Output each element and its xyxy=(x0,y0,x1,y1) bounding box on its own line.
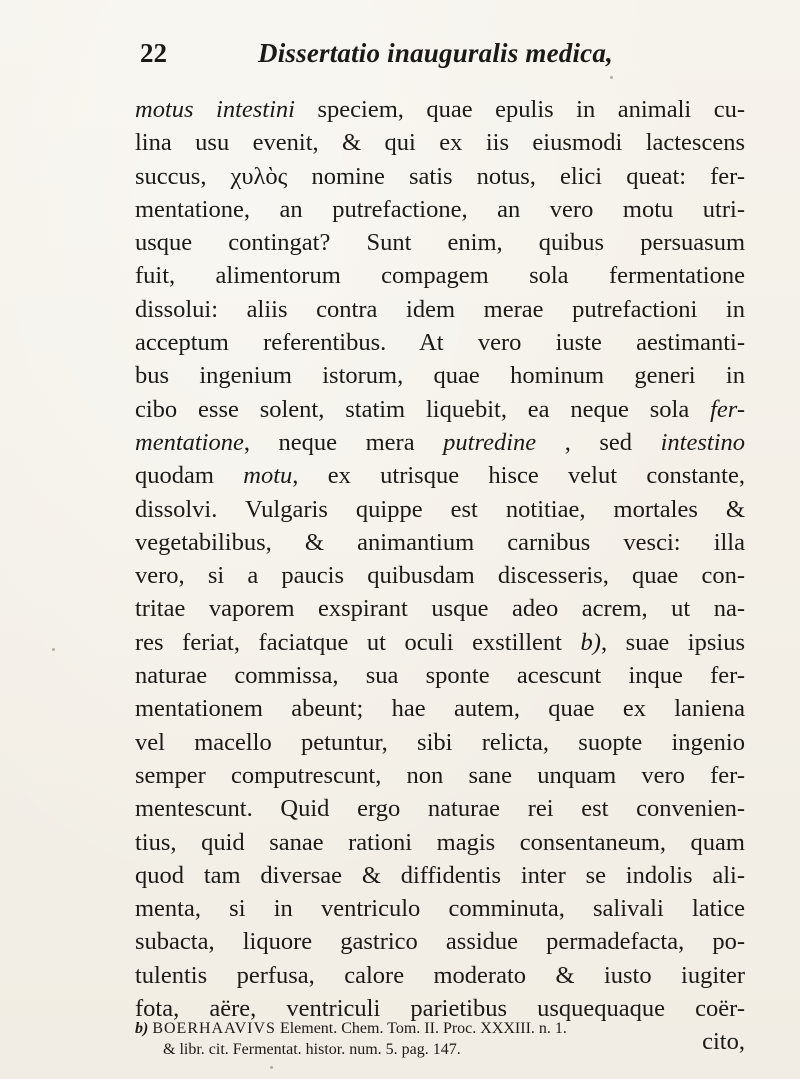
text-run: acceptum referentibus. At vero iuste aestimanti- xyxy=(135,329,745,357)
text-line xyxy=(135,692,745,725)
text-run: , suae ipsius xyxy=(600,628,745,656)
italic-text: motus intestini xyxy=(135,96,295,123)
italic-text: putredine xyxy=(443,428,537,456)
text-line xyxy=(135,126,745,159)
paper-speck xyxy=(270,1066,273,1069)
text-run: tulentis perfusa, calore moderato & iusto iugiter xyxy=(135,961,745,989)
body-text xyxy=(135,93,745,1059)
text-run: mentatione, an putrefactione, an vero motu utri- xyxy=(135,195,745,223)
text-run: , sed xyxy=(536,428,661,456)
paper-speck xyxy=(52,648,55,651)
text-run: dissolvi. Vulgaris quippe est notitiae, mortales & xyxy=(135,495,745,523)
text-run: tius, quid sanae rationi magis consentaneum, quam xyxy=(135,828,745,856)
text-line xyxy=(135,93,745,126)
text-run: vegetabilibus, & animantium carnibus vesci: illa xyxy=(135,528,745,556)
text-line xyxy=(135,259,745,292)
text-line xyxy=(135,726,745,759)
text-run: mentationem abeunt; hae autem, quae ex laniena xyxy=(135,695,745,723)
text-line xyxy=(135,626,745,659)
text-line xyxy=(135,659,745,692)
text-run: semper computrescunt, non sane unquam vero fer- xyxy=(135,761,745,789)
text-line xyxy=(135,426,745,459)
text-run: , ex utrisque hisce velut constante, xyxy=(292,462,745,490)
text-run: quodam xyxy=(135,462,244,490)
text-line xyxy=(135,759,745,792)
italic-text: fer- xyxy=(710,395,745,423)
text-run: vero, si a paucis quibusdam discesseris, quae con- xyxy=(135,562,745,590)
footnote-line-1 xyxy=(135,1018,745,1039)
text-run: cito, xyxy=(702,1028,745,1056)
running-title: Dissertatio inauguralis medica, xyxy=(258,38,613,68)
text-line xyxy=(135,359,745,392)
footnote-line-2: & libr. cit. Fermentat. histor. num. 5. pag. 147. xyxy=(163,1041,461,1058)
text-line xyxy=(135,526,745,559)
footnote-citation: Element. Chem. Tom. II. Proc. XXXIII. n. 1. xyxy=(275,1020,567,1037)
text-line xyxy=(135,792,745,825)
text-line xyxy=(135,925,745,958)
text-run: quod tam diversae & diffidentis inter se indolis ali- xyxy=(135,861,745,889)
text-line xyxy=(135,859,745,892)
text-line xyxy=(135,459,745,492)
italic-text: motu xyxy=(243,462,293,490)
text-run: menta, si in ventriculo comminuta, salivali latice xyxy=(135,895,745,923)
text-run: usque contingat? Sunt enim, quibus persuasum xyxy=(135,229,745,257)
page-number: 22 xyxy=(140,38,167,68)
text-run: lina usu evenit, & qui ex iis eiusmodi lactescens xyxy=(135,129,745,157)
text-line xyxy=(135,493,745,526)
text-run: cibo esse solent, statim liquebit, ea neque sola xyxy=(135,395,711,423)
text-line xyxy=(135,826,745,859)
text-line xyxy=(135,226,745,259)
text-line xyxy=(135,592,745,625)
paper-speck xyxy=(610,76,613,79)
text-line xyxy=(135,393,745,426)
page-header xyxy=(140,38,740,78)
text-line xyxy=(135,160,745,193)
italic-text: mentatione xyxy=(135,428,244,456)
text-run: , neque mera xyxy=(243,428,444,456)
text-run: fuit, alimentorum compagem sola fermentatione xyxy=(135,262,745,290)
text-run: succus, χυλὸς nomine satis notus, elici queat: fer- xyxy=(135,162,745,190)
text-line xyxy=(135,326,745,359)
text-run: vel macello petuntur, sibi relicta, suopte ingenio xyxy=(135,728,745,756)
text-line xyxy=(135,193,745,226)
text-run: speciem, quae epulis in animali cu- xyxy=(294,96,745,123)
text-line xyxy=(135,293,745,326)
text-line xyxy=(135,892,745,925)
italic-text: intestino xyxy=(660,428,745,456)
text-run: mentescunt. Quid ergo naturae rei est convenien- xyxy=(135,795,745,823)
footnote-author: BOERHAAVIVS xyxy=(152,1020,276,1037)
italic-text: b) xyxy=(580,628,601,656)
text-run: subacta, liquore gastrico assidue permadefacta, po- xyxy=(135,928,745,956)
text-line xyxy=(135,559,745,592)
text-run: tritae vaporem exspirant usque adeo acrem, ut na- xyxy=(135,595,745,623)
text-line xyxy=(135,959,745,992)
text-run: fota, aëre, ventriculi parietibus usquequaque coër- xyxy=(135,995,745,1023)
text-run: dissolui: aliis contra idem merae putrefactioni in xyxy=(135,295,745,323)
footnote xyxy=(135,1018,745,1060)
footnote-marker: b) xyxy=(135,1020,149,1037)
text-run: res feriat, faciatque ut oculi exstillent xyxy=(135,628,581,656)
text-run: bus ingenium istorum, quae hominum generi in xyxy=(135,362,745,390)
text-run: naturae commissa, sua sponte acescunt inque fer- xyxy=(135,662,745,690)
